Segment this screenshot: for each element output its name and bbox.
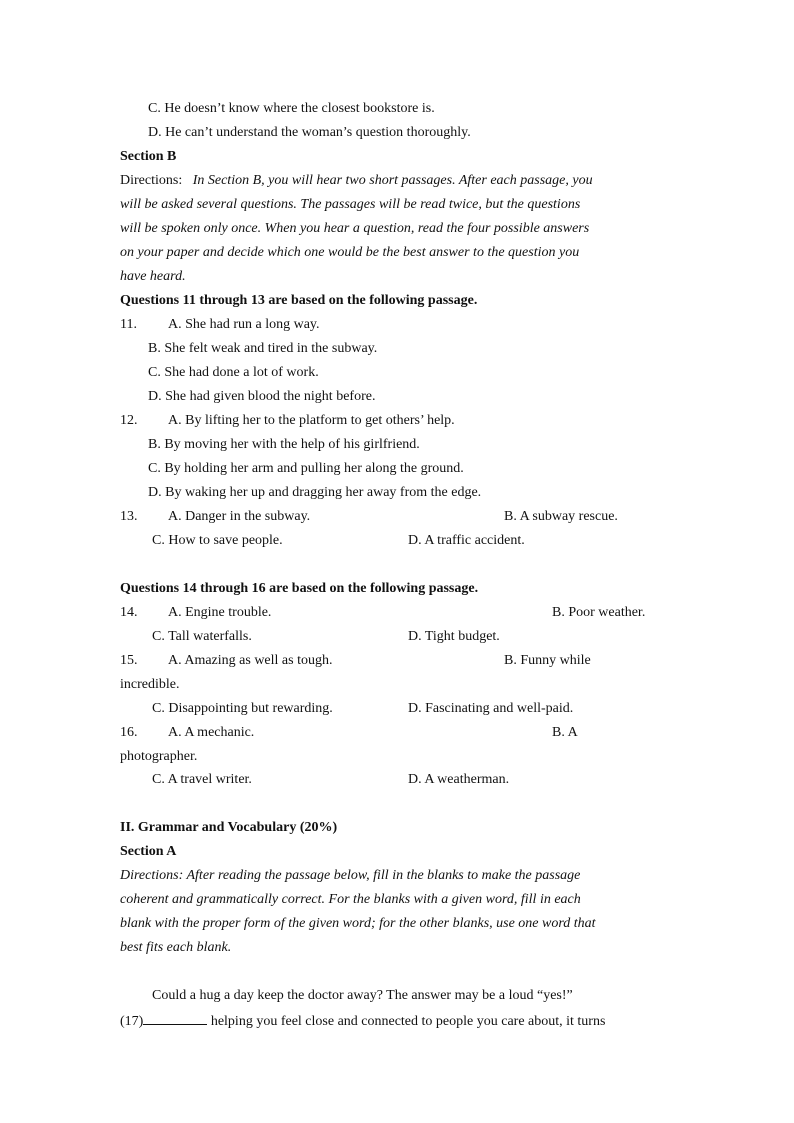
q12-option-b: B. By moving her with the help of his girlfriend.	[148, 437, 420, 452]
q15-option-b: B. Funny while	[504, 653, 591, 668]
part2-directions-line-3: blank with the proper form of the given word; for the other blanks, use one word that	[120, 916, 596, 931]
passage-line-1: Could a hug a day keep the doctor away? The answer may be a loud “yes!”	[152, 988, 573, 1003]
q14-option-b: B. Poor weather.	[552, 605, 646, 620]
q13-option-b: B. A subway rescue.	[504, 509, 618, 524]
q12-number: 12.	[120, 413, 138, 428]
directions-line-2: will be asked several questions. The passages will be read twice, but the questions	[120, 197, 581, 212]
directions-line-5: have heard.	[120, 269, 186, 284]
directions-line-4: on your paper and decide which one would be the best answer to the question you	[120, 245, 580, 260]
directions-text: In Section B, you will hear two short passages. After each passage, you	[192, 173, 593, 188]
q13-number: 13.	[120, 509, 138, 524]
q11-option-c: C. She had done a lot of work.	[148, 365, 319, 380]
directions-label: Directions:	[120, 173, 183, 188]
q10-option-d: D. He can’t understand the woman’s question thoroughly.	[148, 125, 471, 140]
q11-number: 11.	[120, 317, 137, 332]
q13-option-c: C. How to save people.	[152, 533, 283, 548]
q15-option-c: C. Disappointing but rewarding.	[152, 701, 333, 716]
q16-number: 16.	[120, 725, 138, 740]
part2-directions-line-1: Directions: After reading the passage below, fill in the blanks to make the passage	[120, 868, 581, 883]
q12-option-a: A. By lifting her to the platform to get others’ help.	[168, 413, 455, 428]
q16-option-c: C. A travel writer.	[152, 772, 252, 787]
q16-option-b-continued: photographer.	[120, 749, 198, 764]
part2-directions-line-4: best fits each blank.	[120, 940, 232, 955]
q14-option-c: C. Tall waterfalls.	[152, 629, 252, 644]
answer-blank[interactable]	[143, 1011, 207, 1025]
q16-option-a: A. A mechanic.	[168, 725, 255, 740]
q11-option-b: B. She felt weak and tired in the subway.	[148, 341, 378, 356]
q15-option-d: D. Fascinating and well-paid.	[408, 701, 574, 716]
q14-number: 14.	[120, 605, 138, 620]
passage-line-2-text: helping you feel close and connected to people you care about, it turns	[210, 1014, 606, 1029]
q11-option-d: D. She had given blood the night before.	[148, 389, 376, 404]
directions-line-3: will be spoken only once. When you hear a question, read the four possible answers	[120, 221, 590, 236]
q14-option-a: A. Engine trouble.	[168, 605, 272, 620]
q15-option-a: A. Amazing as well as tough.	[168, 653, 333, 668]
q14-option-d: D. Tight budget.	[408, 629, 500, 644]
q12-option-d: D. By waking her up and dragging her away from the edge.	[148, 485, 482, 500]
q12-option-c: C. By holding her arm and pulling her along the ground.	[148, 461, 464, 476]
q16-option-b: B. A	[552, 725, 578, 740]
q16-option-d: D. A weatherman.	[408, 772, 510, 787]
section-b-heading: Section B	[120, 149, 177, 164]
q11-option-a: A. She had run a long way.	[168, 317, 320, 332]
q13-option-a: A. Danger in the subway.	[168, 509, 311, 524]
directions-line-1	[120, 172, 593, 190]
part2-directions-line-2: coherent and grammatically correct. For the blanks with a given word, fill in each	[120, 892, 581, 907]
group1-title: Questions 11 through 13 are based on the following passage.	[120, 293, 478, 308]
blank-number: (17)	[120, 1014, 144, 1029]
q15-number: 15.	[120, 653, 138, 668]
group2-title: Questions 14 through 16 are based on the following passage.	[120, 581, 479, 596]
q10-option-c: C. He doesn’t know where the closest bookstore is.	[148, 101, 435, 116]
passage-line-2	[120, 1011, 605, 1031]
part2-heading: II. Grammar and Vocabulary (20%)	[120, 820, 338, 835]
section-a-heading: Section A	[120, 844, 177, 859]
q15-option-b-continued: incredible.	[120, 677, 180, 692]
q13-option-d: D. A traffic accident.	[408, 533, 525, 548]
